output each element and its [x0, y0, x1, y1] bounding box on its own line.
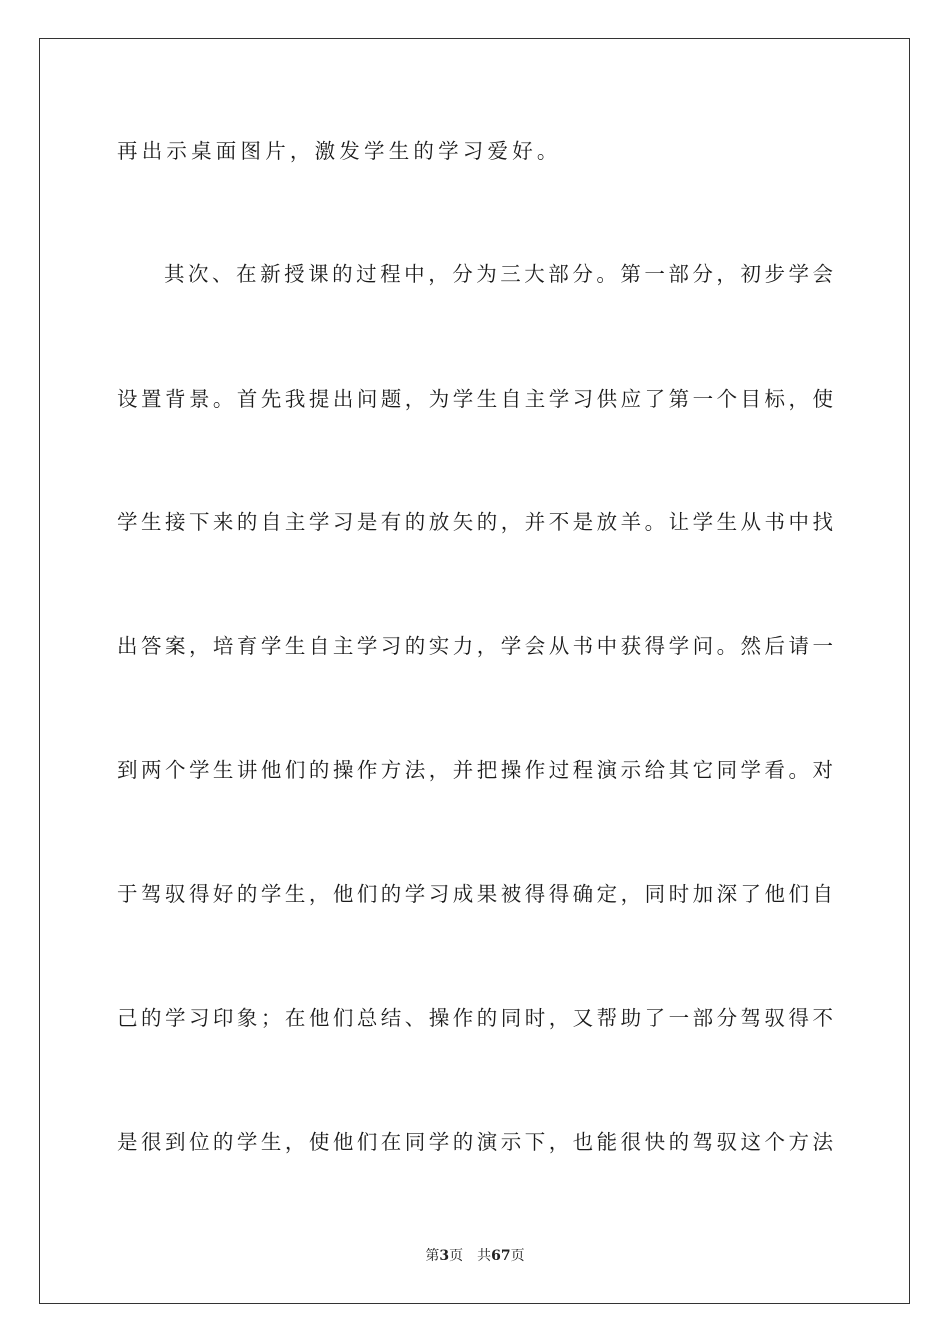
text-line-9: 是很到位的学生，使他们在同学的演示下，也能很快的驾驭这个方法 [117, 1130, 833, 1154]
page-number: 3 [439, 1248, 450, 1264]
text-line-7: 于驾驭得好的学生，他们的学习成果被得得确定，同时加深了他们自 [117, 882, 833, 906]
text-line-6: 到两个学生讲他们的操作方法，并把操作过程演示给其它同学看。对 [117, 758, 833, 782]
page-footer [0, 1246, 950, 1266]
text-line-8: 己的学习印象；在他们总结、操作的同时，又帮助了一部分驾驭得不 [117, 1006, 833, 1030]
text-line-1: 再出示桌面图片，激发学生的学习爱好。 [117, 139, 562, 163]
page-suffix: 页 [449, 1248, 464, 1264]
text-line-3: 设置背景。首先我提出问题，为学生自主学习供应了第一个目标，使 [117, 387, 833, 411]
page-frame [39, 38, 910, 1304]
page-prefix: 第 [425, 1248, 440, 1264]
text-line-2: 其次、在新授课的过程中，分为三大部分。第一部分，初步学会 [164, 262, 833, 286]
text-line-4: 学生接下来的自主学习是有的放矢的，并不是放羊。让学生从书中找 [117, 510, 833, 534]
text-line-5: 出答案，培育学生自主学习的实力，学会从书中获得学问。然后请一 [117, 634, 833, 658]
total-pages: 67 [491, 1248, 511, 1264]
total-prefix: 共 [477, 1248, 492, 1264]
total-suffix: 页 [510, 1248, 525, 1264]
